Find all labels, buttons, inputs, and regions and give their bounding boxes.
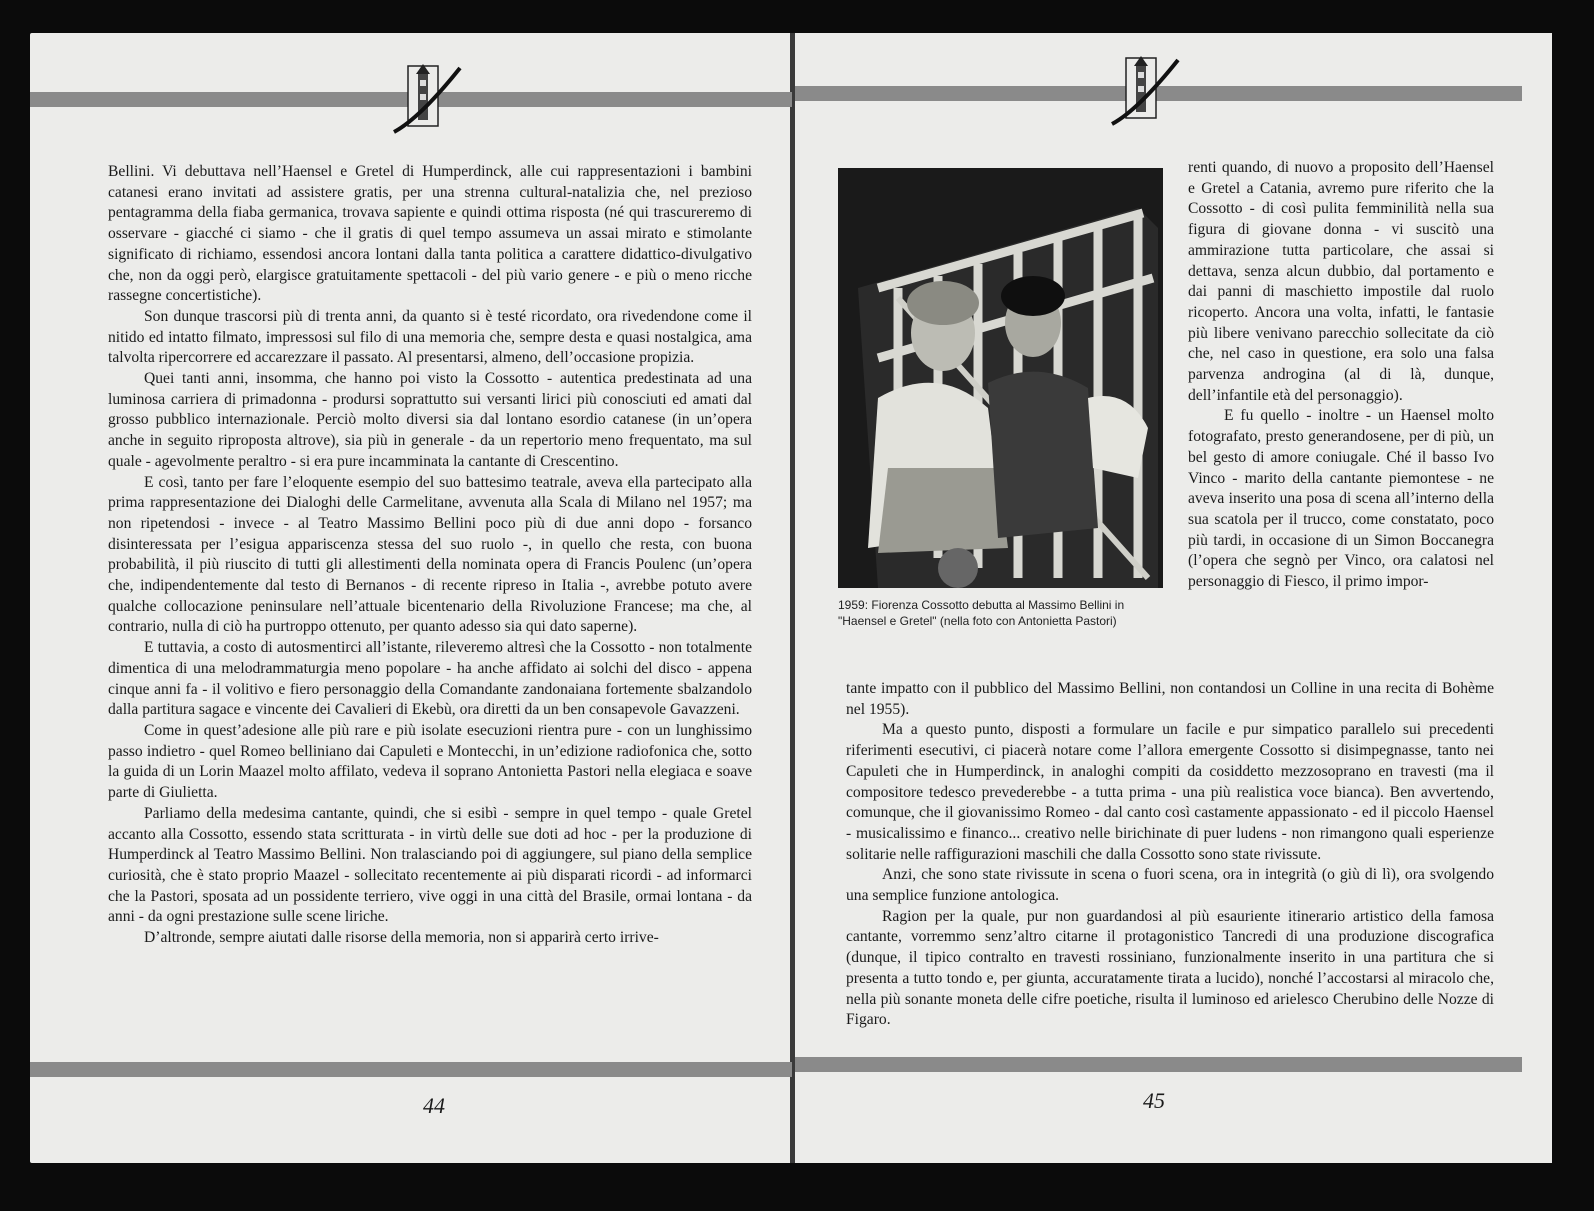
right-page-wrap-column xyxy=(1188,158,1494,593)
left-tower-emblem-icon xyxy=(390,58,446,136)
right-page-body xyxy=(846,679,1494,1031)
left-page-body xyxy=(108,162,752,949)
paragraph: D’altronde, sempre aiutati dalle risorse della memoria, non si apparirà certo irrive- xyxy=(144,929,659,947)
left-page-number: 44 xyxy=(423,1093,445,1118)
photo-caption: 1959: Fiorenza Cossotto debutta al Massimo Bellini in "Haensel e Gretel" (nella foto con Antonietta Pastori) xyxy=(838,598,1125,628)
paragraph: Bellini. Vi debuttava nell’Haensel e Gretel di Humperdinck, alle cui rappresentazioni i bambini catanesi erano invitati ad assistere gratis, per una strenna cultural-natalizia che, nel prezioso pentagramma della fiaba germanica, trovava sapiente e quindi ottima risposta (né qui trascureremo di osservare - giacché ci siamo - che il gratis di quel tempo assumeva un assai mirato e stimolante significato di richiamo, essendosi ancora lontani dalla tanta politica a carattere didattico-divulgativo che, non da oggi però, elargisce gratuitamente spettacoli - del più vario genere - e più o meno ricche rassegne concertistiche). xyxy=(108,163,752,305)
right-footer-band xyxy=(795,1057,1522,1072)
paragraph: Son dunque trascorsi più di trenta anni, da quanto si è testé ricordato, ora rivedendone come il nitido ed intatto filmato, impressosi sul filo di una memoria che, sempre desta e quasi nostalgica, ama talvolta ripercorrere ed accarezzare il passato. Al presentarsi, almeno, dell’occasione propizia. xyxy=(108,307,752,367)
paragraph: Anzi, che sono state rivissute in scena o fuori scena, ora in integrità (o giù di lì), ora svolgendo una semplice funzione antologica. xyxy=(846,866,1494,905)
paragraph: Ma a questo punto, disposti a formulare un facile e pur simpatico parallelo sui precedenti riferimenti esecutivi, ci piacerà notare come l’allora emergente Cossotto si disimpegnasse, tanto nei Capuleti che in Humperdinck, in analoghi compiti da cosiddetto mezzosoprano en travesti (ma il compositore tedesco prevederebbe - a tutta prima - una più realistica voce bianca). Ben avvertendo, comunque, che il giovanissimo Romeo - dal canto così castamente appassionato - ed il piccolo Haensel - musicalissimo e financo... creativo nelle birichinate di puer ludens - non rimangono quali esperienze solitarie nelle raffigurazioni maschili che dalla Cossotto sono state rivissute. xyxy=(846,721,1494,863)
paragraph: Ragion per la quale, pur non guardandosi al più esauriente itinerario artistico della famosa cantante, vorremmo senz’altro citarne il protagonistico Tancredi di una produzione discografica (dunque, il tipico contralto en travesti rossiniano, funzionalmente inserito in una partitura che si presenta a tutto tondo e, per giunta, accuratamente tirata a lucido), nonché l’accostarsi al miracolo che, nella più sonante moneta delle cifre poetiche, risulta il luminoso ed arielesco Cherubino delle Nozze di Figaro. xyxy=(846,907,1494,1029)
paragraph: Quei tanti anni, insomma, che hanno poi visto la Cossotto - autentica predestinata ad una luminosa carriera di primadonna - prodursi soprattutto sui versanti lirici più conosciuti ed amati dal grosso pubblico internazionale. Perciò molto diversi sia dal lontano esordio catanese (in un’opera anche in seguito riproposta altrove), sia più in generale - da un repertorio meno frequentato, ma sul quale - agevolmente peraltro - si era pure incamminata la cantante di Crescentino. xyxy=(108,370,752,470)
paragraph: renti quando, di nuovo a proposito dell’Haensel e Gretel a Catania, avremo pure riferito che la Cossotto - di così pulita femminilità nella sua figura di giovane donna - vi suscitò una ammirazione tutta particolare, che assai si dettava, senza alcun dubbio, dal portamento e dai panni di maschietto impostile dal ruolo ricoperto. Ancora una volta, infatti, le fantasie più libere venivano parecchio sollecitate da ciò che, nel caso in questione, era solo una falsa parvenza androgina (al di là, dunque, dell’infantile età del personaggio). xyxy=(1188,159,1494,404)
paragraph: tante impatto con il pubblico del Massimo Bellini, non contandosi un Colline in una recita di Bohème nel 1955). xyxy=(846,680,1494,718)
left-footer-band xyxy=(30,1062,792,1077)
opera-photo xyxy=(838,168,1163,588)
paragraph: Parliamo della medesima cantante, quindi, che si esibì - sempre in quel tempo - quale Gretel accanto alla Cossotto, essendo stata scritturata - in virtù delle sue doti ad hoc - per la produzione di Humperdinck al Teatro Massimo Bellini. Non tralasciando poi di aggiungere, sul piano della semplice curiosità, che è stato proprio Maazel - sollecitato recentemente ai più disparati ricordi - ad informarci che la Pastori, sposata ad un possidente terriero, vive oggi in una città del Brasile, ormai lontana - da anni - da ogni prestazione sulle scene liriche. xyxy=(108,804,752,926)
paragraph: Come in quest’adesione alle più rare e più isolate esecuzioni rientra pure - con un lunghissimo passo indietro - quel Romeo belliniano dai Capuleti e Montecchi, in un’edizione radiofonica che, sotto la guida di un Lorin Maazel molto affilato, vedeva il soprano Antonietta Pastori nella elegiaca e soave parte di Giulietta. xyxy=(108,721,752,802)
paragraph: E così, tanto per fare l’eloquente esempio del suo battesimo teatrale, aveva ella partecipato alla prima rappresentazione dei Dialoghi delle Carmelitane, avvenuta alla Scala di Milano nel 1957; ma non ripetendosi - invece - al Teatro Massimo Bellini poco più di due anni dopo - forsanco disinteressata per l’esigua appariscenza stessa del suo ruolo -, in quello che resta, con buona probabilità, il più riuscito di tutti gli allestimenti della nominata opera di Francis Poulenc (un’opera che, indipendentemente dal testo di Bernanos - di recente ripreso in Italia -, avrebbe potuto avere qualche collocazione peninsulare nell’attuale bicentenario della Rivoluzione Francese; ma che, al contrario, nulla di ciò ha purtroppo ottenuto, per quanto adesso sia qui dato saperne). xyxy=(108,473,752,636)
right-tower-emblem-icon xyxy=(1108,50,1164,128)
right-page-number: 45 xyxy=(1143,1088,1165,1113)
paragraph: E fu quello - inoltre - un Haensel molto fotografato, presto generandosene, per di più, un bel gesto di amore coniugale. Ché il basso Ivo Vinco - marito della cantante piemontese - ne aveva inserito una posa di scena all’interno della sua scatola per il trucco, come constatato, poco più tardi, in occasione di un Simon Boccanegra (l’opera che segnò per Vinco, ora calatosi nel personaggio di Fiesco, il primo impor- xyxy=(1188,407,1494,591)
paragraph: E tuttavia, a costo di autosmentirci all’istante, rileveremo altresì che la Cossotto - non totalmente dimentica di una melodrammaturgia meno popolare - ha anche affidato ai solchi del disco - appena cinque anni fa - il volitivo e fiero personaggio della Comandante zandonaiana fortemente sbalzandolo dalla partitura sagace e vincente dei Cavalieri di Ekebù, ora diretti da un ben consapevole Gavazzeni. xyxy=(108,639,752,719)
